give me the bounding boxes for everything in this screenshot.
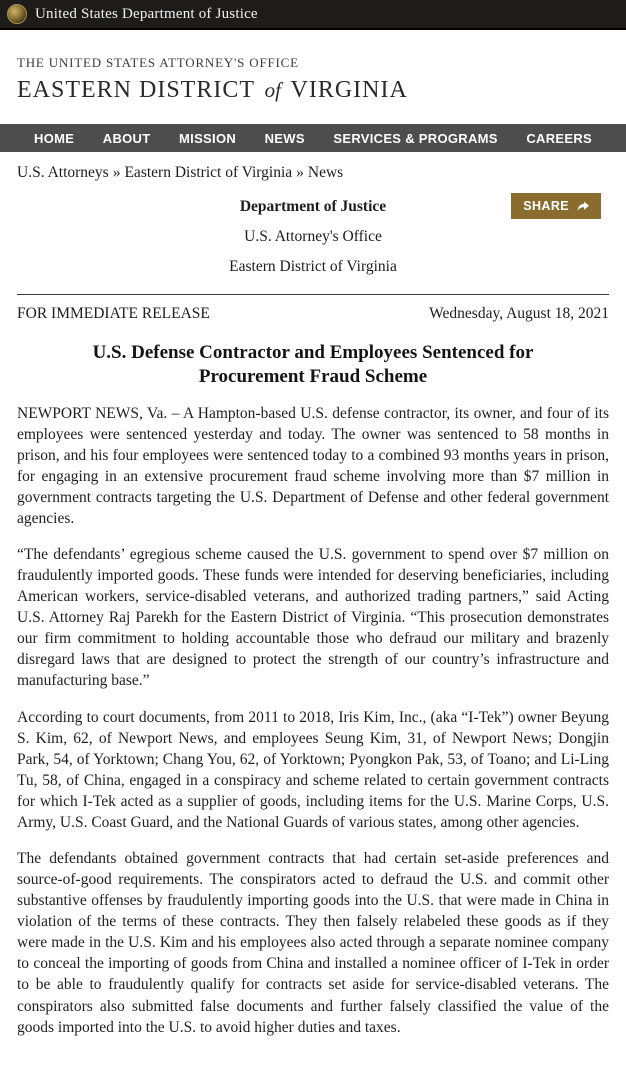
article-paragraph-3: According to court documents, from 2011 to 2018, Iris Kim, Inc., (aka “I-Tek”) owner Beyung S. Kim, 62, of Newport News, and employees Seung Kim, 31, of Newport News; Dongjin Park, 54, of Yorktown; Chang You, 62, of Yorktown; Pyongkon Pak, 53, of Toano; and Li-Ling Tu, 58, of China, engaged in a conspiracy and scheme related to certain government contracts for which I-Tek acted as a supplier of goods, including items for the U.S. Marine Corps, U.S. Army, U.S. Coast Guard, and the National Guards of various states, among other agencies. (17, 708, 609, 831)
breadcrumb-district[interactable]: Eastern District of Virginia (124, 164, 293, 181)
share-button-label: SHARE (523, 199, 569, 213)
nav-item-mission[interactable]: MISSION (179, 130, 237, 146)
nav-item-services-programs[interactable]: SERVICES & PROGRAMS (333, 130, 498, 146)
district-part2: VIRGINIA (290, 77, 408, 103)
masthead-district-line (17, 77, 609, 104)
article-body (0, 395, 626, 1073)
agency-department: Department of Justice (239, 198, 387, 215)
breadcrumb-news[interactable]: News (307, 164, 344, 181)
agency-block (0, 188, 626, 290)
nav-item-news[interactable]: NEWS (264, 130, 305, 146)
agency-office: U.S. Attorney's Office (244, 228, 382, 245)
article-paragraph-1: NEWPORT NEWS, Va. – A Hampton-based U.S. defense contractor, its owner, and four of its employees were sentenced yesterday and today. The owner was sentenced to 58 months in prison, and his four employees were sentenced today to a combined 93 months years in prison, for engaging in an extensive procurement fraud scheme involving more than $7 million in government contracts targeting the U.S. Department of Defense and other federal government agencies. (17, 404, 609, 527)
breadcrumb-separator: » (296, 164, 304, 181)
district-of: of (264, 78, 281, 102)
main-nav (0, 124, 626, 152)
topbar (0, 0, 626, 30)
article-paragraph-4: The defendants obtained government contracts that had certain set-aside preferences and source-of-good requirements. The conspirators acted to defraud the U.S. and commit other substantive offenses by fraudulently importing goods into the U.S. that were made in China in violation of the terms of these contracts. They then falsely relabeled these goods as if they were made in the U.S. Kim and his employees also acted through a separate nominee company to conceal the importing of goods from China and installed a nominee officer of I-Tek in order to be able to fraudulently qualify for contracts set aside for service-disabled veterans. The conspirators also submitted false documents and further falsely classified the value of the goods imported into the U.S. to avoid higher duties and taxes. (17, 849, 609, 1036)
article-title: U.S. Defense Contractor and Employees Sentenced for Procurement Fraud Scheme (92, 342, 534, 387)
breadcrumb-separator: » (112, 164, 121, 181)
breadcrumb (0, 152, 626, 188)
topbar-title: United States Department of Justice (35, 5, 258, 22)
nav-item-home[interactable]: HOME (34, 130, 75, 146)
masthead-office-line: THE UNITED STATES ATTORNEY'S OFFICE (17, 55, 299, 70)
share-button[interactable] (511, 193, 601, 219)
agency-district: Eastern District of Virginia (229, 258, 397, 275)
doj-seal-icon (7, 4, 27, 24)
release-date: Wednesday, August 18, 2021 (429, 305, 609, 322)
masthead (0, 30, 626, 124)
share-arrow-icon (576, 199, 591, 213)
release-row (0, 295, 626, 327)
nav-item-about[interactable]: ABOUT (102, 130, 151, 146)
district-part1: EASTERN DISTRICT (17, 77, 255, 103)
breadcrumb-us-attorneys[interactable]: U.S. Attorneys (17, 164, 109, 181)
article-paragraph-2: “The defendants’ egregious scheme caused the U.S. government to spend over $7 million on fraudulently imported goods. These funds were intended for deserving beneficiaries, including American workers, service-disabled veterans, and authorized trading partners,” said Acting U.S. Attorney Raj Parekh for the Eastern District of Virginia. “This prosecution demonstrates our firm commitment to holding accountable those who defraud our military and brazenly disregard laws that are designed to protect the strength of our country’s infrastructure and manufacturing base.” (17, 545, 609, 690)
release-label: FOR IMMEDIATE RELEASE (17, 305, 210, 322)
nav-item-careers[interactable]: CAREERS (526, 130, 592, 146)
